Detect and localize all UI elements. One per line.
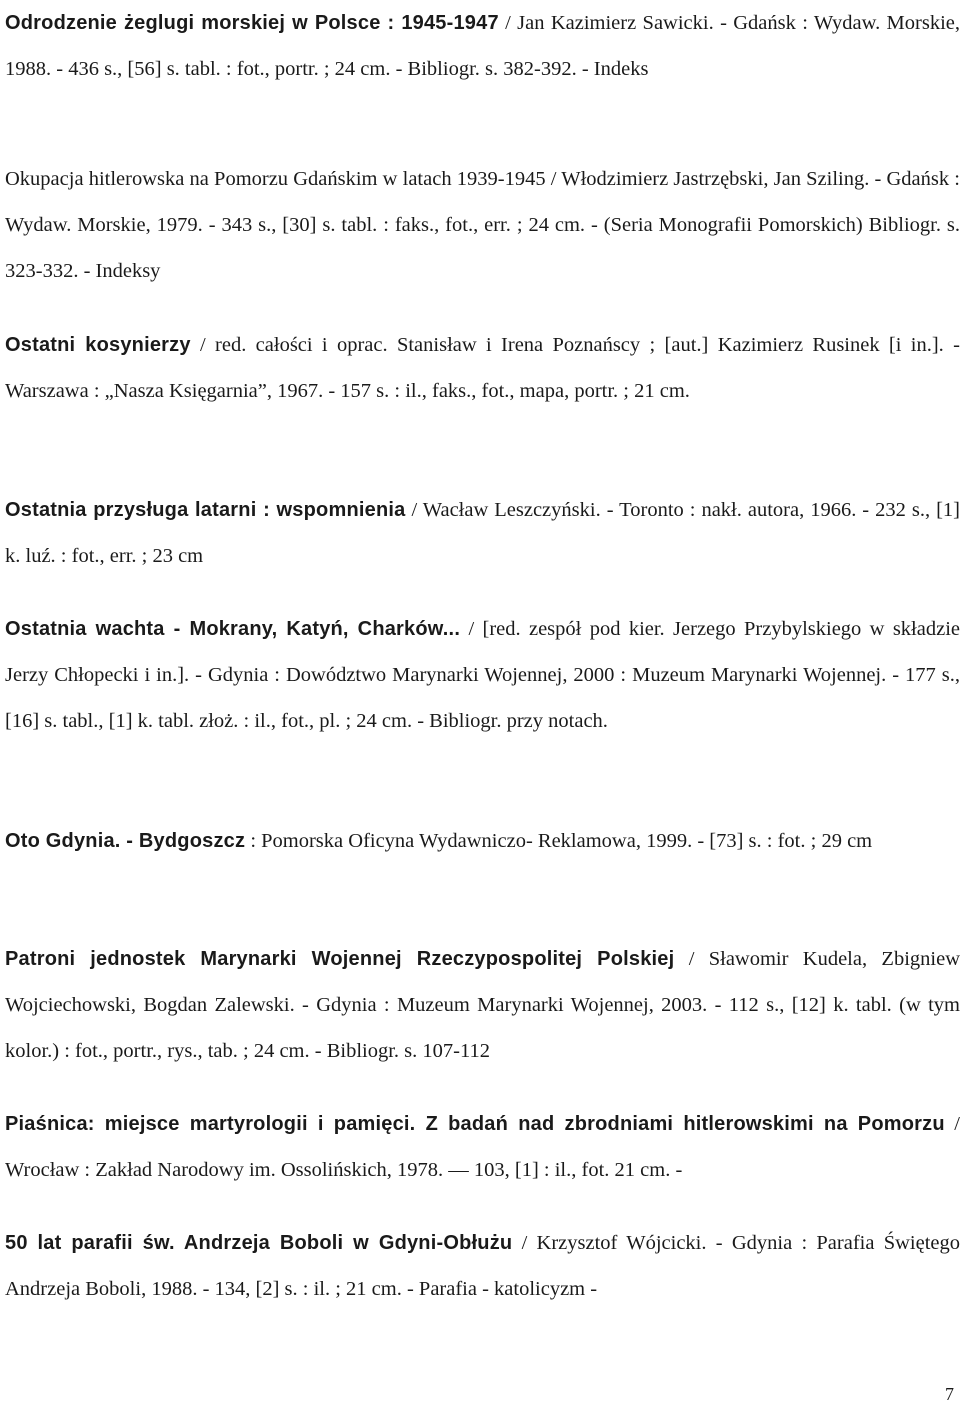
bibliography-entry bbox=[5, 1220, 960, 1312]
page-number: 7 bbox=[945, 1384, 954, 1404]
bibliography-entry bbox=[5, 0, 960, 92]
entry-title: Patroni jednostek Marynarki Wojennej Rzeczypospolitej Polskiej bbox=[5, 948, 675, 970]
entry-details: / [red. zespół pod kier. Jerzego Przybylskiego w składzie Jerzy Chłopecki i in.]. - Gdynia : Dowództwo Marynarki Wojennej, 2000 : Muzeum Marynarki Wojennej. - 177 s., [16] s. tabl., [1] k. tabl. złoż. : il., fot., pl. ; 24 cm. - Bibliogr. przy notach. bbox=[5, 618, 960, 732]
bibliography-entry bbox=[5, 156, 960, 294]
entry-text bbox=[5, 818, 960, 864]
entry-title: Ostatni kosynierzy bbox=[5, 334, 191, 356]
bibliography-entry bbox=[5, 818, 960, 864]
entry-title: Piaśnica: miejsce martyrologii i pamięci. Z badań nad zbrodniami hitlerowskimi na Pomorzu bbox=[5, 1113, 945, 1135]
bibliography-entry bbox=[5, 936, 960, 1074]
entry-text bbox=[5, 322, 960, 414]
entry-details: / Wrocław : Zakład Narodowy im. Ossolińskich, 1978. — 103, [1] : il., fot. 21 cm. - bbox=[5, 1113, 960, 1181]
entry-details: / red. całości i oprac. Stanisław i Irena Poznańscy ; [aut.] Kazimierz Rusinek [i in.]. - Warszawa : „Nasza Księgarnia”, 1967. - 157 s. : il., faks., fot., mapa, portr. ; 21 cm. bbox=[5, 334, 960, 402]
entry-details: Okupacja hitlerowska na Pomorzu Gdańskim w latach 1939-1945 / Włodzimierz Jastrzębski, Jan Sziling. - Gdańsk : Wydaw. Morskie, 1979. - 343 s., [30] s. tabl. : faks., fot., err. ; 24 cm. - (Seria Monografii Pomorskich) Bibliogr. s. 323-332. - Indeksy bbox=[5, 168, 960, 282]
entry-title: Ostatnia przysługa latarni : wspomnienia bbox=[5, 499, 406, 521]
entry-title: Oto Gdynia. - Bydgoszcz bbox=[5, 830, 246, 852]
bibliography-entry bbox=[5, 1101, 960, 1193]
entry-details: / Jan Kazimierz Sawicki. - Gdańsk : Wydaw. Morskie, 1988. - 436 s., [56] s. tabl. : fot., portr. ; 24 cm. - Bibliogr. s. 382-392. - Indeks bbox=[5, 12, 960, 80]
entry-details: / Sławomir Kudela, Zbigniew Wojciechowski, Bogdan Zalewski. - Gdynia : Muzeum Marynarki Wojennej, 2003. - 112 s., [12] k. tabl. (w tym kolor.) : fot., portr., rys., tab. ; 24 cm. - Bibliogr. s. 107-112 bbox=[5, 948, 960, 1062]
entry-text bbox=[5, 487, 960, 579]
entry-title: Ostatnia wachta - Mokrany, Katyń, Charków... bbox=[5, 618, 461, 640]
entry-text bbox=[5, 156, 960, 294]
entry-text bbox=[5, 0, 960, 92]
entry-details: / Wacław Leszczyński. - Toronto : nakł. autora, 1966. - 232 s., [1] k. luź. : fot., err. ; 23 cm bbox=[5, 499, 960, 567]
entry-details: / Krzysztof Wójcicki. - Gdynia : Parafia Świętego Andrzeja Boboli, 1988. - 134, [2] s. : il. ; 21 cm. - Parafia - katolicyzm - bbox=[5, 1232, 960, 1300]
bibliography-entry bbox=[5, 487, 960, 579]
entry-text bbox=[5, 1220, 960, 1312]
entry-text bbox=[5, 606, 960, 744]
entry-text bbox=[5, 936, 960, 1074]
bibliography-entry bbox=[5, 606, 960, 744]
entry-text bbox=[5, 1101, 960, 1193]
bibliography-entry bbox=[5, 322, 960, 414]
entry-title: Odrodzenie żeglugi morskiej w Polsce : 1945-1947 bbox=[5, 12, 499, 34]
entry-title: 50 lat parafii św. Andrzeja Boboli w Gdyni-Obłużu bbox=[5, 1232, 513, 1254]
entry-details: : Pomorska Oficyna Wydawniczo- Reklamowa, 1999. - [73] s. : fot. ; 29 cm bbox=[245, 830, 873, 852]
